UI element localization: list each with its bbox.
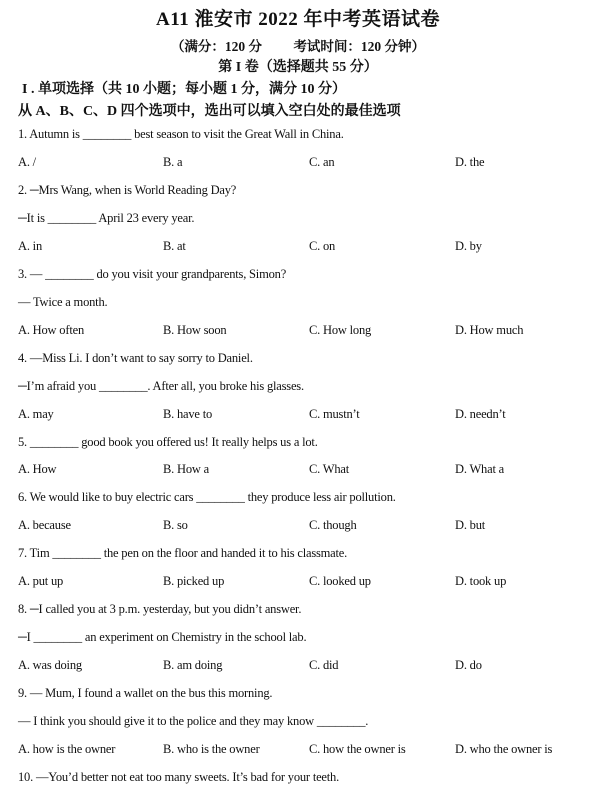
question-5-option-a: A. How	[18, 462, 57, 476]
question-6-option-d: D. but	[455, 518, 486, 532]
question-1-option-a: A. /	[18, 155, 36, 169]
section-instruction: 从 A、B、C、D 四个选项中，选出可以填入空白处的最佳选项	[18, 104, 401, 119]
question-5-stem: 5. ________ good book you offered us! It really helps us a lot.	[18, 435, 318, 449]
question-6-option-c: C. though	[309, 518, 357, 532]
question-5-option-d: D. What a	[455, 462, 504, 476]
question-8-option-c: C. did	[309, 658, 339, 672]
question-8-answer-line: ─I ________ an experiment on Chemistry in the school lab.	[18, 630, 307, 644]
question-3-option-a: A. How often	[18, 323, 84, 337]
exam-time: 考试时间：120 分钟）	[293, 39, 426, 54]
question-7-option-c: C. looked up	[309, 574, 371, 588]
question-4-option-d: D. needn’t	[455, 407, 506, 421]
question-2-option-a: A. in	[18, 239, 43, 253]
question-4-option-a: A. may	[18, 407, 54, 421]
question-8-option-b: B. am doing	[163, 658, 223, 672]
question-7-option-d: D. took up	[455, 574, 507, 588]
question-10-stem: 10. —You’d better not eat too many sweets. It’s bad for your teeth.	[18, 770, 340, 784]
question-9-option-a: A. how is the owner	[18, 742, 116, 756]
question-3-option-b: B. How soon	[163, 323, 227, 337]
exam-info	[0, 35, 596, 55]
question-5-option-b: B. How a	[163, 462, 209, 476]
question-7-option-b: B. picked up	[163, 574, 225, 588]
question-7-stem: 7. Tim ________ the pen on the floor and handed it to his classmate.	[18, 546, 348, 560]
volume-heading: 第 I 卷（选择题共 55 分）	[218, 60, 378, 75]
question-9-option-d: D. who the owner is	[455, 742, 553, 756]
question-6-option-b: B. so	[163, 518, 188, 532]
question-3-option-d: D. How much	[455, 323, 524, 337]
question-2-option-c: C. on	[309, 239, 336, 253]
question-9-stem: 9. — Mum, I found a wallet on the bus this morning.	[18, 686, 273, 700]
question-1-option-c: C. an	[309, 155, 335, 169]
question-2-option-b: B. at	[163, 239, 186, 253]
question-3-option-c: C. How long	[309, 323, 372, 337]
question-4-answer-line: ─I’m afraid you ________. After all, you broke his glasses.	[18, 379, 304, 393]
question-8-option-a: A. was doing	[18, 658, 82, 672]
section-heading: I . 单项选择（共 10 小题；每小题 1 分，满分 10 分）	[22, 82, 346, 97]
question-2-stem: 2. ─Mrs Wang, when is World Reading Day?	[18, 183, 237, 197]
question-9-option-c: C. how the owner is	[309, 742, 406, 756]
full-score: （满分：120 分	[170, 39, 263, 54]
question-6-option-a: A. because	[18, 518, 71, 532]
exam-title: A11 淮安市 2022 年中考英语试卷	[156, 9, 440, 30]
question-6-stem: 6. We would like to buy electric cars ________ they produce less air pollution.	[18, 490, 396, 504]
question-4-stem: 4. —Miss Li. I don’t want to say sorry to Daniel.	[18, 351, 253, 365]
question-1-option-b: B. a	[163, 155, 183, 169]
question-9-option-b: B. who is the owner	[163, 742, 260, 756]
question-2-option-d: D. by	[455, 239, 482, 253]
question-1-stem: 1. Autumn is ________ best season to visit the Great Wall in China.	[18, 127, 344, 141]
question-9-answer-line: — I think you should give it to the police and they may know ________.	[18, 714, 369, 728]
question-7-option-a: A. put up	[18, 574, 64, 588]
question-4-option-c: C. mustn’t	[309, 407, 360, 421]
question-8-option-d: D. do	[455, 658, 482, 672]
question-3-answer-line: — Twice a month.	[18, 295, 108, 309]
question-8-stem: 8. ─I called you at 3 p.m. yesterday, but you didn’t answer.	[18, 602, 302, 616]
question-4-option-b: B. have to	[163, 407, 213, 421]
question-5-option-c: C. What	[309, 462, 350, 476]
question-2-answer-line: ─It is ________ April 23 every year.	[18, 211, 195, 225]
question-3-stem: 3. — ________ do you visit your grandparents, Simon?	[18, 267, 287, 281]
question-1-option-d: D. the	[455, 155, 485, 169]
